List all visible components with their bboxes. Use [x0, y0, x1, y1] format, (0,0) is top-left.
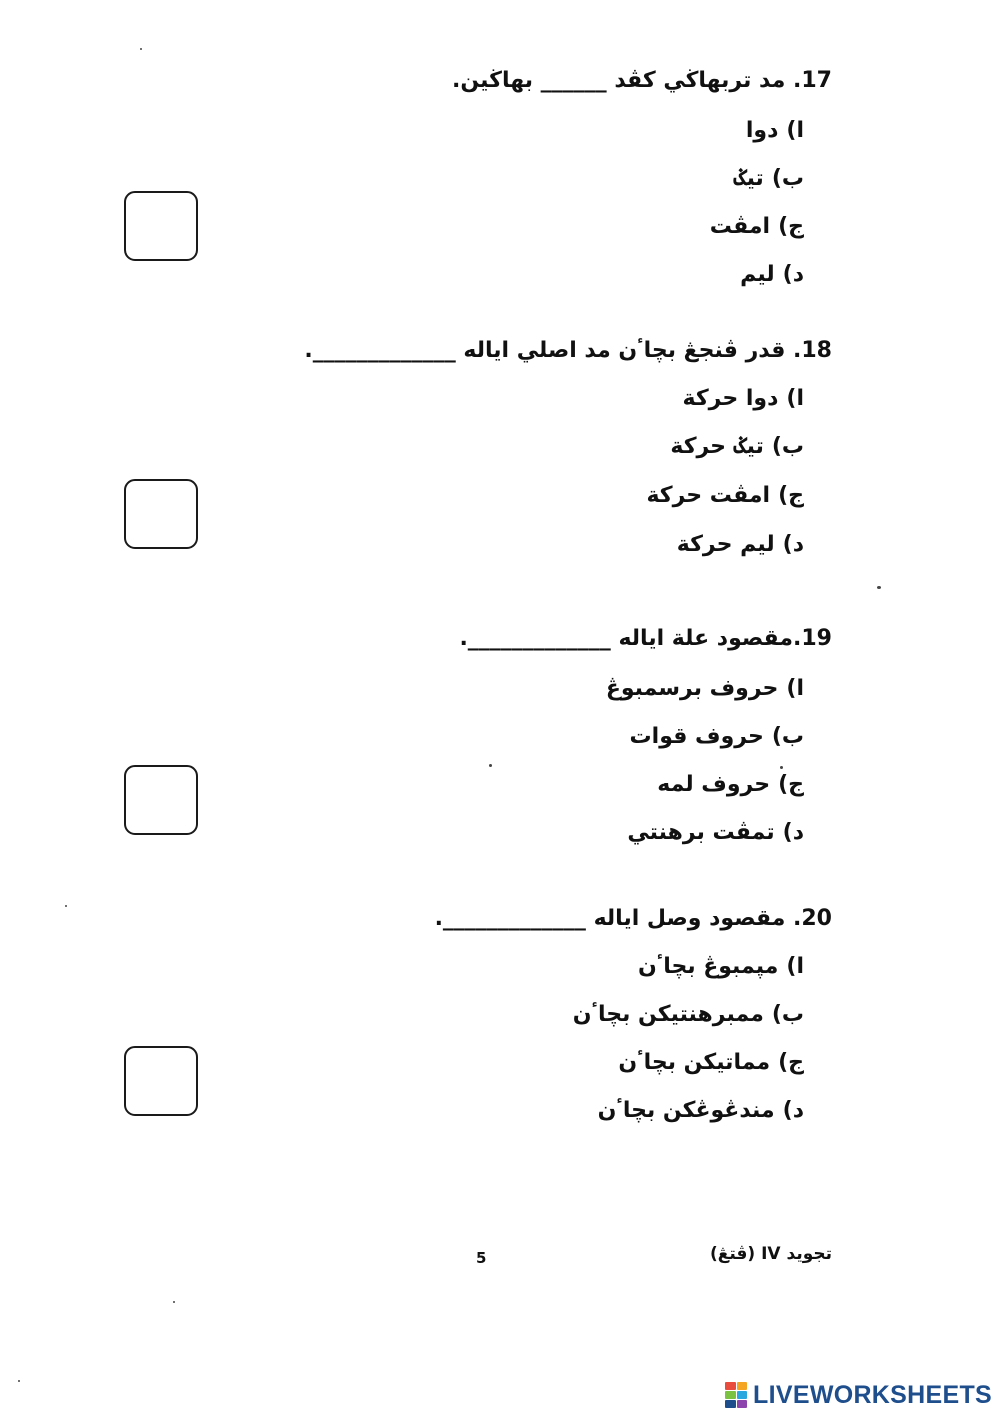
liveworksheets-branding — [725, 1380, 992, 1410]
option-letter: ب) — [771, 1002, 804, 1027]
option-letter: ب) — [771, 434, 804, 459]
option-letter: ج) — [778, 214, 804, 239]
option-letter: ب) — [771, 166, 804, 191]
question-18-option-b — [670, 434, 804, 459]
answer-box-20[interactable] — [124, 1046, 198, 1116]
option-text: تيݢ — [733, 166, 764, 191]
question-17-option-a — [746, 118, 804, 143]
option-text: مماتيكن بچاٴن — [618, 1050, 771, 1075]
option-text: حروف قوات — [629, 724, 764, 749]
option-text: مپمبوڠ بچاٴن — [638, 954, 779, 979]
question-17-option-b — [734, 166, 804, 191]
option-text: تيݢ حركة — [670, 434, 764, 459]
option-letter: ا) — [786, 954, 804, 979]
question-19-option-d — [627, 820, 804, 845]
question-18-option-a — [683, 386, 804, 411]
option-letter: ج) — [778, 772, 804, 797]
option-text: حروف لمه — [657, 772, 771, 797]
question-18-option-d — [677, 532, 804, 557]
question-17-stem: 17. مد تربهاڬي كڤد ______ بهاڬين. — [452, 68, 832, 93]
option-text: امڤت حركة — [646, 483, 771, 508]
scan-speck — [173, 1301, 175, 1303]
option-text: ليم — [740, 262, 775, 287]
scan-speck — [489, 764, 492, 767]
option-letter: ب) — [771, 724, 804, 749]
option-text: دوا — [745, 118, 779, 143]
question-19-option-b — [630, 724, 804, 749]
question-20-option-c — [618, 1050, 804, 1075]
question-20-option-d — [598, 1098, 804, 1123]
option-letter: ا) — [786, 118, 804, 143]
option-text: امڤت — [709, 214, 771, 239]
answer-box-18[interactable] — [124, 479, 198, 549]
question-17-option-d — [740, 262, 804, 287]
option-text: ممبرهنتيكن بچاٴن — [572, 1002, 764, 1027]
option-letter: ا) — [786, 676, 804, 701]
option-text: مندڠوڠكن بچاٴن — [597, 1098, 775, 1123]
option-text: ليم حركة — [676, 532, 775, 557]
question-19-option-a — [606, 676, 804, 701]
question-17-option-c — [710, 214, 804, 239]
option-letter: د) — [782, 820, 804, 845]
footer-title: تجويد IV (ڤتڠ) — [709, 1244, 832, 1264]
scan-speck — [877, 586, 881, 589]
scan-speck — [18, 1380, 20, 1382]
scan-speck — [140, 48, 142, 50]
option-letter: د) — [782, 262, 804, 287]
option-text: تمڤت برهنتي — [627, 820, 775, 845]
question-18-option-c — [646, 483, 804, 508]
question-19-option-c — [657, 772, 804, 797]
question-18-stem: 18. قدر ڤنجڠ بچاٴن مد اصلي اياله _____________. — [304, 338, 832, 363]
question-20-option-a — [638, 954, 804, 979]
option-letter: د) — [782, 1098, 804, 1123]
question-20-stem: 20. مقصود وصل اياله _____________. — [434, 906, 832, 931]
option-text: حروف برسمبوڠ — [605, 676, 779, 701]
liveworksheets-logo-icon — [725, 1382, 747, 1408]
question-20-option-b — [573, 1002, 804, 1027]
option-text: دوا حركة — [682, 386, 779, 411]
scan-speck — [65, 905, 67, 907]
option-letter: ج) — [778, 483, 804, 508]
option-letter: د) — [782, 532, 804, 557]
option-letter: ا) — [786, 386, 804, 411]
option-letter: ج) — [778, 1050, 804, 1075]
page-number: 5 — [476, 1249, 487, 1267]
question-19-stem: 19.مقصود علة اياله _____________. — [459, 626, 832, 651]
liveworksheets-wordmark: LIVEWORKSHEETS — [753, 1380, 992, 1409]
scan-speck — [780, 766, 783, 769]
answer-box-19[interactable] — [124, 765, 198, 835]
answer-box-17[interactable] — [124, 191, 198, 261]
